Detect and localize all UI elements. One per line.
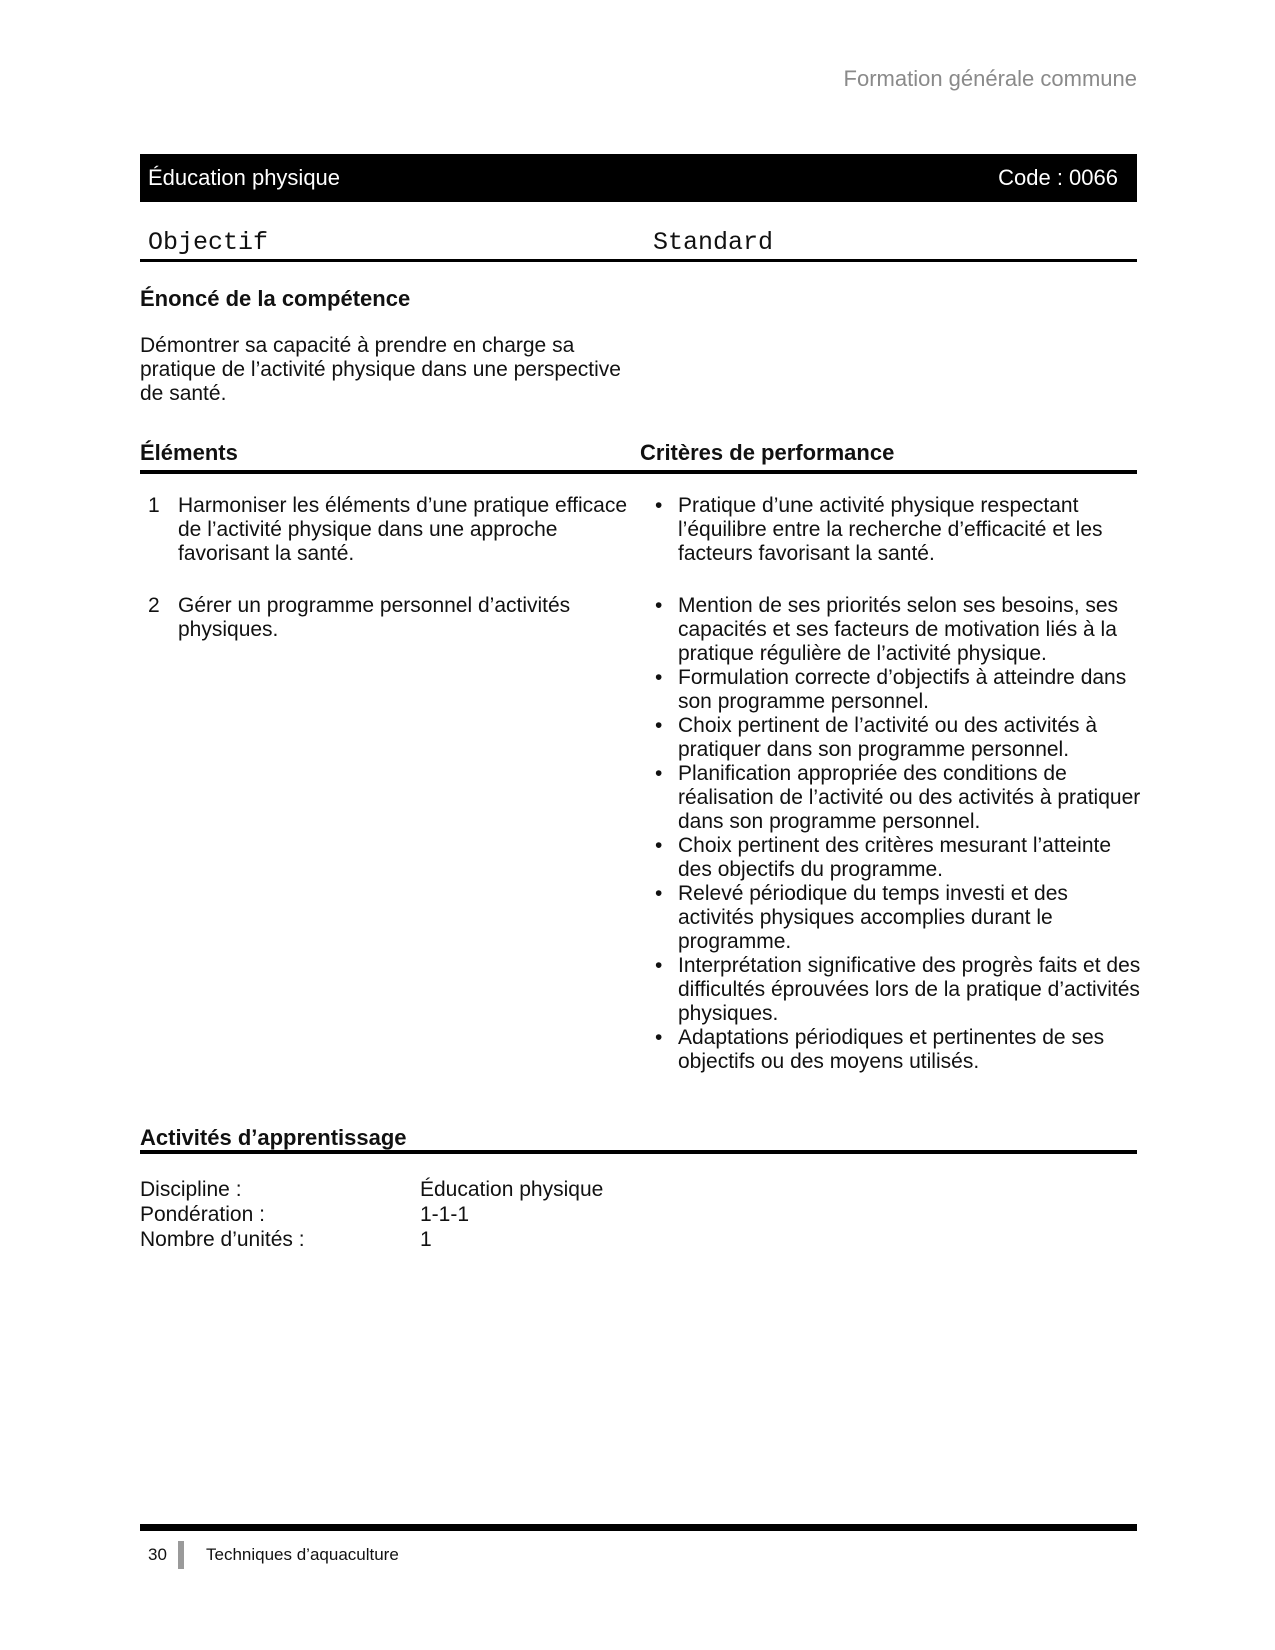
criteria-text: Formulation correcte d’objectifs à atteindre dans son programme personnel. bbox=[678, 666, 1127, 713]
criteria-group-element-1 bbox=[640, 494, 1150, 566]
criteria-item bbox=[640, 494, 1150, 566]
course-code: Code : 0066 bbox=[998, 165, 1118, 190]
bullet-icon: • bbox=[655, 762, 663, 785]
page-footer bbox=[140, 1540, 399, 1570]
rule-under-activities-heading bbox=[140, 1150, 1137, 1154]
element-number: 1 bbox=[148, 494, 160, 517]
activities-heading: Activités d’apprentissage bbox=[140, 1125, 407, 1150]
objectif-standard-row bbox=[140, 228, 1137, 258]
bullet-icon: • bbox=[655, 834, 663, 857]
element-number: 2 bbox=[148, 594, 160, 617]
element-text: Harmoniser les éléments d’une pratique efficace de l’activité physique dans une approche favorisant la santé. bbox=[178, 494, 628, 565]
bullet-icon: • bbox=[655, 666, 663, 689]
objectif-label: Objectif bbox=[148, 228, 269, 257]
footer-divider-bar bbox=[178, 1541, 184, 1569]
competency-statement: Démontrer sa capacité à prendre en charge sa pratique de l’activité physique dans une perspective de santé. bbox=[140, 334, 621, 405]
course-title-bar bbox=[140, 154, 1137, 202]
activity-value: 1 bbox=[420, 1228, 432, 1251]
criteria-text: Interprétation significative des progrès faits et des difficultés éprouvées lors de la pratique d’activités physiques. bbox=[678, 954, 1141, 1025]
criteria-column bbox=[640, 494, 1150, 1074]
criteria-item bbox=[640, 954, 1150, 1026]
criteria-item bbox=[640, 882, 1150, 954]
bullet-icon: • bbox=[655, 882, 663, 905]
course-title: Éducation physique bbox=[148, 165, 341, 190]
standard-label: Standard bbox=[653, 228, 774, 257]
bullet-icon: • bbox=[655, 1026, 663, 1049]
criteria-item bbox=[640, 666, 1150, 714]
criteria-item bbox=[640, 834, 1150, 882]
criteria-text: Choix pertinent des critères mesurant l’atteinte des objectifs du programme. bbox=[678, 834, 1112, 881]
activity-row bbox=[140, 1177, 603, 1202]
rule-under-elements-heading bbox=[140, 470, 1137, 474]
element-text: Gérer un programme personnel d’activités physiques. bbox=[178, 594, 571, 641]
element-item bbox=[140, 594, 640, 642]
criteria-text: Adaptations périodiques et pertinentes de ses objectifs ou des moyens utilisés. bbox=[678, 1026, 1105, 1073]
competency-heading: Énoncé de la compétence bbox=[140, 286, 411, 311]
bullet-icon: • bbox=[655, 954, 663, 977]
criteria-text: Pratique d’une activité physique respectant l’équilibre entre la recherche d’efficacité et les facteurs favorisant la santé. bbox=[678, 494, 1103, 565]
bullet-icon: • bbox=[655, 494, 663, 517]
bullet-icon: • bbox=[655, 714, 663, 737]
activity-row bbox=[140, 1227, 603, 1252]
footer-program-name: Techniques d’aquaculture bbox=[206, 1545, 399, 1564]
activities-info bbox=[140, 1177, 603, 1252]
criteria-text: Choix pertinent de l’activité ou des activités à pratiquer dans son programme personnel. bbox=[678, 714, 1098, 761]
footer-rule bbox=[140, 1524, 1137, 1531]
criteria-item bbox=[640, 594, 1150, 666]
criteria-item bbox=[640, 1026, 1150, 1074]
running-header: Formation générale commune bbox=[843, 66, 1137, 91]
rule-under-objectif-standard bbox=[140, 259, 1137, 262]
activity-value: Éducation physique bbox=[420, 1178, 604, 1201]
activity-row bbox=[140, 1202, 603, 1227]
criteria-text: Relevé périodique du temps investi et des activités physiques accomplies durant le programme. bbox=[678, 882, 1068, 953]
activity-label: Nombre d’unités : bbox=[140, 1228, 305, 1251]
activity-value: 1-1-1 bbox=[420, 1203, 470, 1226]
bullet-icon: • bbox=[655, 594, 663, 617]
criteria-heading: Critères de performance bbox=[640, 440, 895, 465]
criteria-text: Planification appropriée des conditions de réalisation de l’activité ou des activités à pratiquer dans son programme personnel. bbox=[678, 762, 1141, 833]
elements-heading: Éléments bbox=[140, 440, 238, 465]
criteria-group-element-2 bbox=[640, 594, 1150, 1074]
criteria-text: Mention de ses priorités selon ses besoins, ses capacités et ses facteurs de motivation liés à la pratique régulière de l’activité physique. bbox=[678, 594, 1119, 665]
activity-label: Pondération : bbox=[140, 1203, 265, 1226]
criteria-item bbox=[640, 762, 1150, 834]
criteria-item bbox=[640, 714, 1150, 762]
activity-label: Discipline : bbox=[140, 1178, 242, 1201]
elements-column bbox=[140, 494, 640, 642]
page-number: 30 bbox=[148, 1545, 167, 1564]
element-item bbox=[140, 494, 640, 566]
